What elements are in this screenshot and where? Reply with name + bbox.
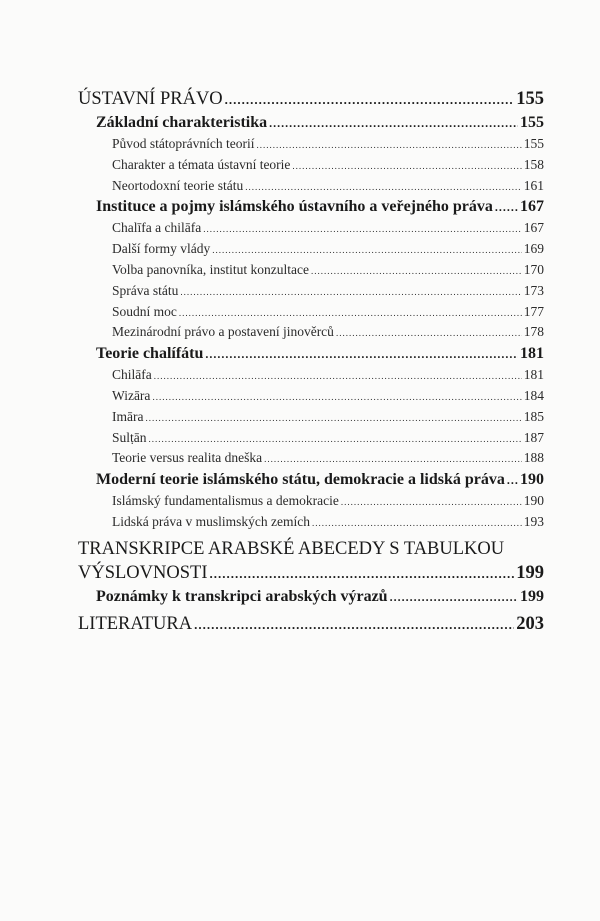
toc-entry-title: Instituce a pojmy islámského ústavního a veřejného práva <box>96 198 493 216</box>
toc-entry-page: 155 <box>520 114 544 131</box>
toc-entry-title: ÚSTAVNÍ PRÁVO <box>78 89 223 109</box>
toc-entry-title: Volba panovníka, institut konzultace <box>112 261 309 277</box>
toc-entry-level-3 <box>112 220 544 241</box>
toc-entry-title: Chalīfa a chilāfa <box>112 220 202 236</box>
toc-entry-level-3 <box>112 409 544 430</box>
dot-leader <box>495 200 518 215</box>
dot-leader <box>203 224 522 234</box>
toc-entry-page: 193 <box>523 513 544 529</box>
dot-leader <box>507 473 518 488</box>
dot-leader <box>225 92 515 108</box>
toc-entry-level-3 <box>112 514 544 535</box>
toc-entry-title: Chilāfa <box>112 367 152 383</box>
toc-entry-level-2 <box>96 345 544 367</box>
toc-entry-page: 181 <box>523 367 544 383</box>
toc-entry-title: Lidská práva v muslimských zemích <box>112 513 310 529</box>
dot-leader <box>292 161 521 171</box>
toc-entry-title: Islámský fundamentalismus a demokracie <box>112 493 339 509</box>
toc-entry-level-3 <box>112 430 544 451</box>
dot-leader <box>152 392 521 402</box>
toc-entry-title: Další formy vlády <box>112 241 211 257</box>
dot-leader <box>256 140 521 150</box>
dot-leader <box>245 182 522 192</box>
toc-entry-page: 170 <box>523 261 544 277</box>
toc-entry-page: 167 <box>523 220 544 236</box>
toc-entry-page: 169 <box>523 241 544 257</box>
toc-entry-page: 178 <box>523 324 544 340</box>
toc-entry-level-3 <box>112 304 544 325</box>
toc-entry-title: Sulṭān <box>112 429 147 445</box>
toc-entry-page: 158 <box>523 156 544 172</box>
toc-entry-level-3 <box>112 136 544 157</box>
toc-entry-page: 185 <box>523 408 544 424</box>
toc-entry-page: 167 <box>520 198 544 216</box>
dot-leader <box>311 266 522 276</box>
toc-entry-title: Teorie versus realita dneška <box>112 450 263 466</box>
toc-entry-page: 187 <box>523 429 544 445</box>
toc-entry-level-3 <box>112 493 544 514</box>
toc-entry-title: Základní charakteristika <box>96 114 268 131</box>
toc-entry-title: Charakter a témata ústavní teorie <box>112 156 291 172</box>
toc-entry-page: 203 <box>516 613 544 634</box>
toc-entry-level-3 <box>112 241 544 262</box>
toc-entry-title: Původ státoprávních teorií <box>112 136 255 151</box>
toc-entry-level-1 <box>78 563 544 588</box>
dot-leader <box>149 434 522 444</box>
dot-leader <box>145 413 521 423</box>
toc-entry-level-3 <box>112 178 544 199</box>
toc-entry-title: Poznámky k transkripci arabských výrazů <box>96 587 388 605</box>
dot-leader <box>336 328 522 338</box>
toc-entry-page: 190 <box>520 471 544 489</box>
toc-entry-page: 161 <box>523 177 544 193</box>
toc-entry-level-3 <box>112 324 544 345</box>
toc-entry-title: Neortodoxní teorie státu <box>112 177 244 193</box>
toc-entry-page: 177 <box>523 303 544 319</box>
toc-entry-title: VÝSLOVNOSTI <box>78 562 208 583</box>
toc-entry-level-2 <box>96 198 544 220</box>
dot-leader <box>269 116 518 131</box>
dot-leader <box>390 590 518 605</box>
toc-entry-page: 173 <box>523 282 544 298</box>
toc-entry-page: 155 <box>516 89 544 109</box>
toc-entry-title-line: TRANSKRIPCE ARABSKÉ ABECEDY S TABULKOU <box>78 538 505 559</box>
dot-leader <box>179 308 522 318</box>
dot-leader <box>154 371 522 381</box>
dot-leader <box>264 454 522 464</box>
dot-leader <box>210 566 515 582</box>
toc-entry-page: 181 <box>520 345 544 363</box>
dot-leader <box>180 287 521 297</box>
toc-entry-level-2 <box>96 114 544 136</box>
dot-leader <box>205 347 518 362</box>
toc-entry-level-2 <box>96 471 544 493</box>
toc-entry-page: 199 <box>520 587 544 605</box>
dot-leader <box>341 497 522 507</box>
toc-entry-level-3 <box>112 388 544 409</box>
toc-entry-level-3 <box>112 367 544 388</box>
toc-entry-title: Mezinárodní právo a postavení jinověrců <box>112 324 334 340</box>
toc-entry-title: Správa státu <box>112 282 179 298</box>
toc-entry-title: Imāra <box>112 408 144 424</box>
toc-entry-title: Teorie chalífátu <box>96 345 204 363</box>
toc-entry-page: 199 <box>516 562 544 583</box>
toc-entry-title: Moderní teorie islámského státu, demokracie a lidská práva <box>96 471 505 489</box>
toc-entry-level-1 <box>78 89 544 114</box>
toc-entry-level-3 <box>112 262 544 283</box>
toc-entry-level-2 <box>96 588 544 610</box>
toc-entry-level-3 <box>112 450 544 471</box>
dot-leader <box>212 245 522 255</box>
toc-entry-page: 155 <box>523 136 544 151</box>
dot-leader <box>312 518 522 528</box>
table-of-contents <box>78 89 544 639</box>
dot-leader <box>194 617 514 633</box>
toc-entry-title: Wizāra <box>112 387 151 403</box>
toc-entry-page: 188 <box>523 450 544 466</box>
toc-entry-page: 184 <box>523 387 544 403</box>
toc-entry-page: 190 <box>523 493 544 509</box>
toc-entry-level-3 <box>112 157 544 178</box>
toc-entry-title: LITERATURA <box>78 613 193 634</box>
toc-entry-title: Soudní moc <box>112 303 177 319</box>
toc-entry-level-1 <box>78 614 544 639</box>
toc-entry-level-3 <box>112 283 544 304</box>
